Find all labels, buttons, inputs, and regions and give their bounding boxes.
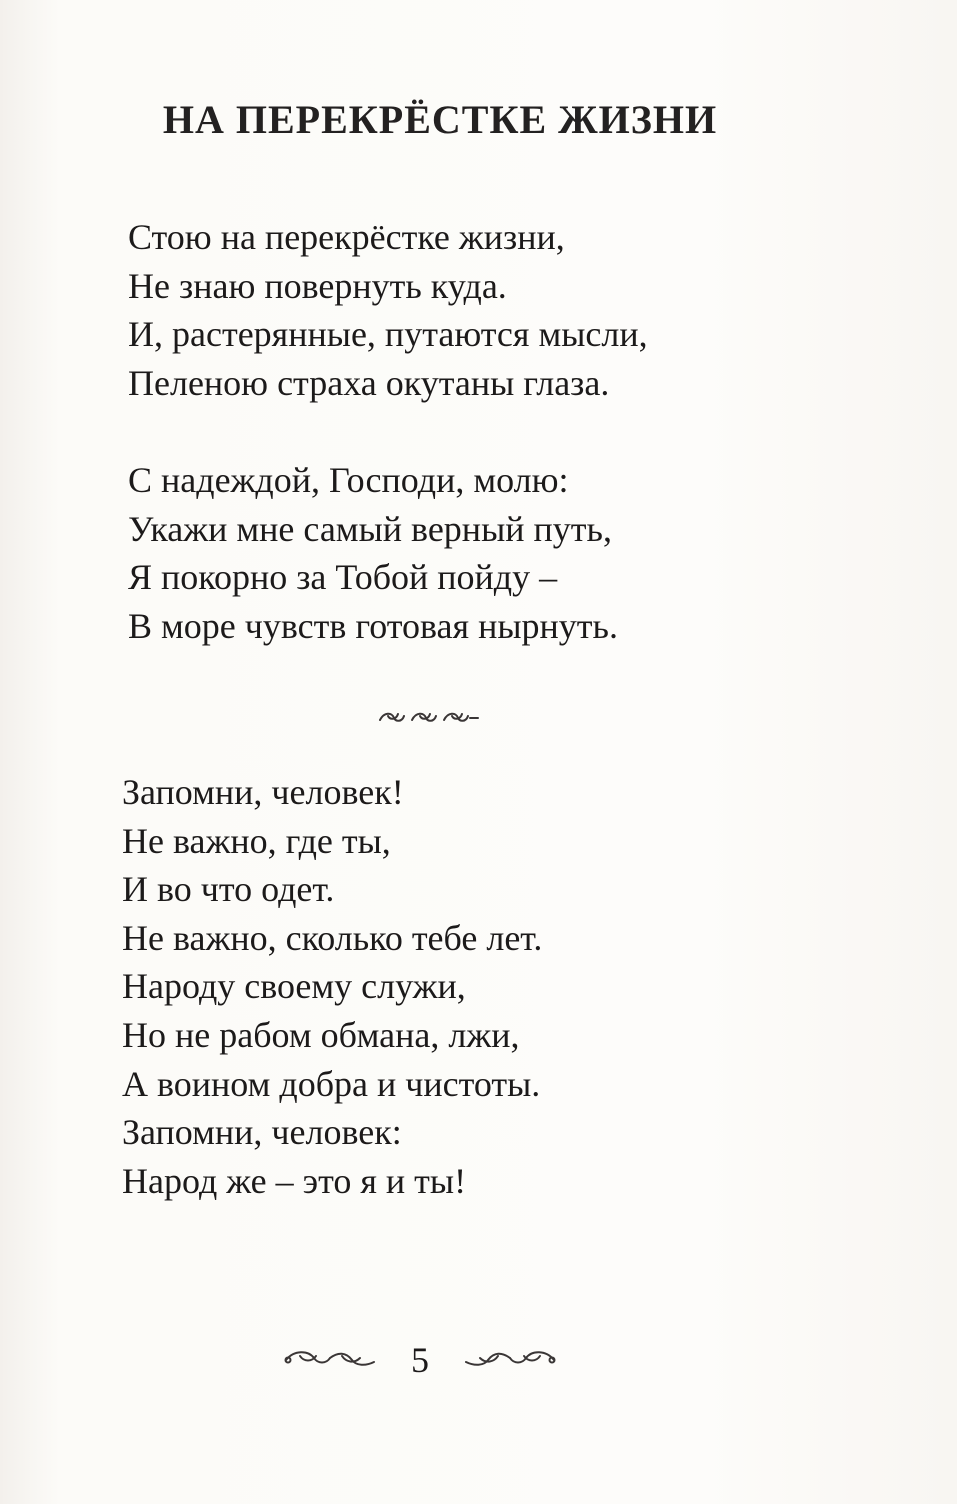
poem-line: Народ же – это я и ты! <box>122 1160 467 1201</box>
poem-2 <box>122 768 542 1205</box>
poem-line: С надеждой, Господи, молю: <box>128 460 569 500</box>
poem-line: Запомни, человек: <box>122 1112 402 1153</box>
flourish-right-icon <box>460 1344 560 1374</box>
poem-1-stanza-1 <box>128 213 648 407</box>
poem-line: Не знаю повернуть куда. <box>128 265 507 306</box>
poem-line: Но не рабом обмана, лжи, <box>122 1014 520 1055</box>
poem-line: В море чувств готовая нырнуть. <box>128 605 618 646</box>
poem-line: Не важно, сколько тебе лет. <box>122 917 543 958</box>
poem-line: Укажи мне самый верный путь, <box>128 508 612 549</box>
poem-line: И, растерянные, путаются мысли, <box>128 314 648 354</box>
poem-line: Запомни, человек! <box>122 772 404 812</box>
poem-line: Стою на перекрёстке жизни, <box>128 217 565 257</box>
poem-line: И во что одет. <box>122 869 335 910</box>
page-footer <box>280 1338 560 1382</box>
poem-line: Народу своему служи, <box>122 966 466 1007</box>
ornament-divider-icon <box>374 706 484 728</box>
poem-line: Я покорно за Тобой пойду – <box>128 557 558 597</box>
poem-line: А воином добра и чистоты. <box>122 1063 541 1104</box>
poem-line: Не важно, где ты, <box>122 820 391 861</box>
poem-title: НА ПЕРЕКРЁСТКЕ ЖИЗНИ <box>162 97 718 142</box>
poem-1-stanza-2 <box>128 456 618 650</box>
flourish-left-icon <box>280 1344 380 1374</box>
page-number: 5 <box>411 1340 429 1380</box>
poem-line: Пеленою страха окутаны глаза. <box>128 362 610 403</box>
